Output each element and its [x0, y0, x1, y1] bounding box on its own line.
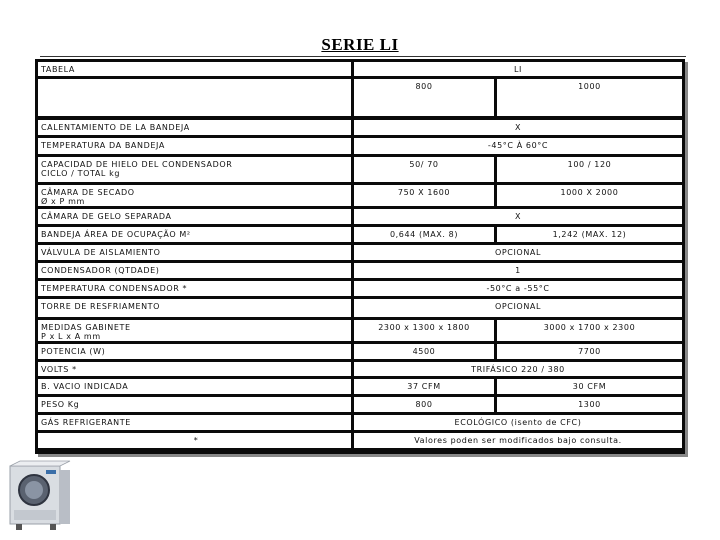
row-label: B. VACIO INDICADA	[41, 382, 129, 391]
row-label: CALENTAMIENTO DE LA BANDEJA	[41, 123, 190, 132]
row-label-cell	[38, 379, 351, 394]
header-group: LI	[513, 65, 523, 74]
row-value-800: 2300 x 1300 x 1800	[378, 323, 470, 332]
row-value-1000: 1000 X 2000	[560, 188, 619, 197]
row-value-800: 750 X 1600	[397, 188, 451, 197]
row-value-col2-cell	[497, 320, 682, 341]
row-value-col2-cell	[497, 157, 682, 182]
row-label-cell	[38, 120, 351, 135]
row-label: MEDIDAS GABINETE	[41, 323, 131, 332]
row-value-1000: 1,242 (MAX. 12)	[552, 230, 627, 239]
row-value: ECOLÓGICO (isento de CFC)	[454, 418, 582, 427]
row-value-merged-cell	[354, 299, 682, 317]
row-value: OPCIONAL	[494, 248, 542, 257]
row-label-cell	[38, 433, 351, 448]
row-label: CÂMARA DE GELO SEPARADA	[41, 212, 172, 221]
row-value-merged-cell	[354, 281, 682, 296]
row-value: TRIFÁSICO 220 / 380	[471, 365, 565, 374]
row-value: X	[514, 123, 522, 132]
row-value-800: 50/ 70	[409, 160, 439, 169]
spec-table	[35, 59, 685, 454]
row-value: 1	[515, 266, 521, 275]
row-label-sub: P x L x A mm	[41, 332, 101, 341]
row-label-cell	[38, 185, 351, 206]
row-value-col1-cell	[354, 320, 494, 341]
row-label: CAPACIDAD DE HIELO DEL CONDENSADOR	[41, 160, 233, 169]
header-label: TABELA	[41, 65, 75, 74]
row-value-col1-cell	[354, 227, 494, 242]
row-value: X	[514, 212, 522, 221]
row-value: OPCIONAL	[494, 302, 542, 311]
row-value: -50°C a -55°C	[486, 284, 550, 293]
row-label-cell	[38, 209, 351, 224]
row-value-merged-cell	[354, 245, 682, 260]
row-label-cell	[38, 415, 351, 430]
row-label-sub: Ø x P mm	[41, 197, 85, 206]
row-value-1000: 1300	[578, 400, 601, 409]
row-value: Valores poden ser modificados bajo consulta.	[414, 436, 622, 445]
page-title: SERIE LI	[321, 35, 399, 54]
row-label: POTENCIA (W)	[41, 347, 106, 356]
row-value-col2-cell	[497, 227, 682, 242]
row-label: BANDEJA ÁREA DE OCUPAÇÃO M²	[41, 230, 191, 239]
row-value-col1-cell	[354, 344, 494, 359]
row-label-cell	[38, 320, 351, 341]
row-value-merged-cell	[354, 433, 682, 448]
row-value-1000: 100 / 120	[567, 160, 612, 169]
row-value: -45°C À 60°C	[487, 141, 549, 150]
header-col2: 1000	[578, 82, 601, 91]
row-value-col2-cell	[497, 344, 682, 359]
row-label-cell	[38, 245, 351, 260]
title-rule	[40, 56, 686, 57]
row-value-1000: 30 CFM	[572, 382, 607, 391]
header-label-cell	[38, 62, 351, 76]
row-value-1000: 3000 x 1700 x 2300	[543, 323, 636, 332]
row-label: TORRE DE RESFRIAMENTO	[41, 302, 161, 311]
row-label-cell	[38, 362, 351, 376]
row-value-merged-cell	[354, 209, 682, 224]
row-value-merged-cell	[354, 120, 682, 135]
row-label-cell	[38, 397, 351, 412]
header-group-cell	[354, 62, 682, 76]
freeze-dryer-photo	[6, 460, 74, 532]
row-label: VOLTS *	[41, 365, 77, 374]
row-label: CONDENSADOR (QTDADE)	[41, 266, 160, 275]
row-value-merged-cell	[354, 415, 682, 430]
row-value-1000: 7700	[578, 347, 601, 356]
row-value-col1-cell	[354, 379, 494, 394]
row-value-merged-cell	[354, 362, 682, 376]
row-value-col1-cell	[354, 185, 494, 206]
row-value-800: 0,644 (MAX. 8)	[389, 230, 459, 239]
header-col1-cell	[354, 79, 494, 116]
row-label-cell	[38, 344, 351, 359]
row-label: TEMPERATURA DA BANDEJA	[41, 141, 165, 150]
row-label-cell	[38, 299, 351, 317]
row-value-800: 4500	[412, 347, 436, 356]
row-label-cell	[38, 227, 351, 242]
row-label: PESO Kg	[41, 400, 80, 409]
row-value-col1-cell	[354, 157, 494, 182]
header-col2-cell	[497, 79, 682, 116]
row-value-col1-cell	[354, 397, 494, 412]
row-value-800: 37 CFM	[407, 382, 441, 391]
row-label: GÁS REFRIGERANTE	[41, 418, 131, 427]
row-label-cell	[38, 138, 351, 154]
row-label-sub: CICLO / TOTAL kg	[41, 169, 121, 178]
row-label: VÁLVULA DE AISLAMIENTO	[41, 248, 161, 257]
row-value-800: 800	[415, 400, 433, 409]
row-label-cell	[38, 263, 351, 278]
header-blank-cell	[38, 79, 351, 116]
row-label: CÂMARA DE SECADO	[41, 188, 135, 197]
row-value-col2-cell	[497, 185, 682, 206]
row-value-col2-cell	[497, 397, 682, 412]
row-value-col2-cell	[497, 379, 682, 394]
row-label-cell	[38, 157, 351, 182]
header-col1: 800	[415, 82, 433, 91]
row-value-merged-cell	[354, 138, 682, 154]
row-value-merged-cell	[354, 263, 682, 278]
row-label-cell	[38, 281, 351, 296]
row-label: *	[193, 436, 199, 445]
row-label: TEMPERATURA CONDENSADOR *	[41, 284, 188, 293]
